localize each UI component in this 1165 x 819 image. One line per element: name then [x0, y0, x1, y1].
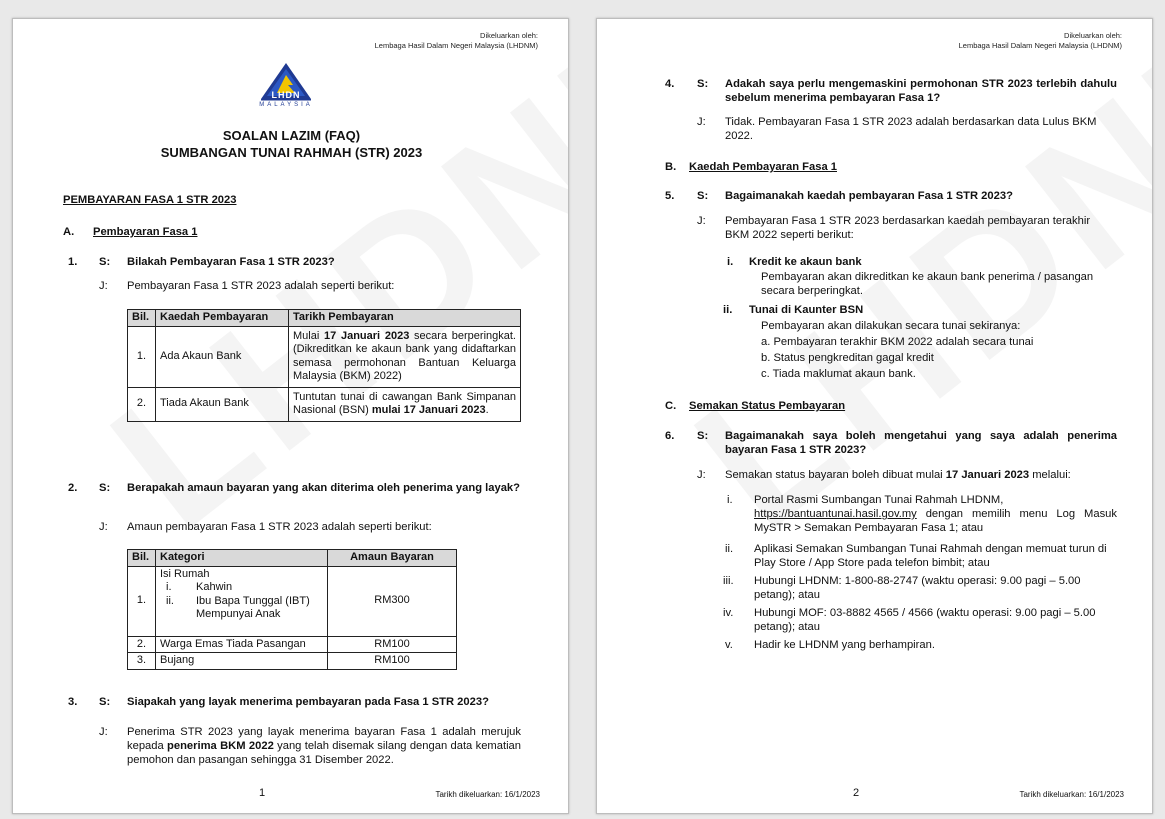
q4-number: 4. [665, 78, 675, 90]
check-item-text: Aplikasi Semakan Sumbangan Tunai Rahmah dengan memuat turun di Play Store / App Store pada telefon bimbit; atau [754, 543, 1107, 569]
doc-subtitle: SUMBANGAN TUNAI RAHMAH (STR) 2023 [160, 145, 423, 160]
sub-item [160, 581, 323, 595]
check-item-number: iii. [723, 575, 734, 587]
sub-item-number: ii. [166, 594, 174, 607]
method-i-text: Pembayaran akan dikreditkan ke akaun bank penerima / pasangan secara berperingkat. [761, 271, 1094, 297]
table-row [128, 326, 521, 387]
method-ii-title: Tunai di Kaunter BSN [749, 304, 864, 316]
logo-subtext: MALAYSIA [259, 102, 313, 108]
doc-title: SOALAN LAZIM (FAQ) [222, 128, 361, 143]
issue-date: Tarikh dikeluarkan: 16/1/2023 [1019, 790, 1124, 799]
sub-item [160, 595, 323, 609]
cell-amaun: RM100 [328, 653, 457, 670]
check-item-text [754, 493, 1117, 535]
q3-number: 3. [68, 696, 78, 708]
q6-answer [725, 468, 1071, 482]
check-item-text: Hubungi LHDNM: 1-800-88-2747 (waktu operasi: 9.00 pagi – 5.00 petang); atau [754, 575, 1081, 601]
q6-question: Bagaimanakah saya boleh mengetahui yang saya adalah penerima bayaran Fasa 1 STR 2023? [725, 430, 1117, 456]
q2-j-label: J: [99, 521, 108, 533]
issuer-block [959, 31, 1122, 51]
th-kaedah: Kaedah Pembayaran [156, 310, 289, 327]
th-amaun: Amaun Bayaran [328, 550, 457, 567]
sub-item-number: i. [166, 581, 172, 593]
check-item-text: Hadir ke LHDNM yang berhampiran. [754, 639, 935, 651]
item-text: dengan memilih menu Log Masuk MySTR > Semakan Pembayaran Fasa 1; atau [754, 508, 1117, 534]
cell-tarikh [289, 387, 521, 421]
issuer-line-2: Lembaga Hasil Dalam Negeri Malaysia (LHDNM) [958, 41, 1122, 50]
cell-kategori: Bujang [156, 653, 328, 670]
method-ii-a: a. Pembayaran terakhir BKM 2022 adalah secara tunai [761, 336, 1034, 348]
issuer-line-1: Dikeluarkan oleh: [1064, 31, 1122, 40]
table-row [128, 653, 457, 670]
issuer-line-1: Dikeluarkan oleh: [480, 31, 538, 40]
th-kategori: Kategori [156, 550, 328, 567]
page-number: 2 [853, 787, 860, 799]
answer-text: yang telah disemak silang dengan data kematian pemohon dan pasangan sehingga 31 Disember 2022. [127, 740, 521, 766]
cell-text: secara berperingkat. (Dikreditkan ke akaun bank yang didaftarkan semasa permohonan Bantuan Keluarga Malaysia (BKM) 2022) [293, 329, 516, 382]
answer-text-bold: 17 Januari 2023 [945, 469, 1030, 481]
q1-answer: Pembayaran Fasa 1 STR 2023 adalah seperti berikut: [127, 280, 395, 292]
cell-bil: 1. [128, 566, 156, 636]
item-text: Portal Rasmi Sumbangan Tunai Rahmah LHDNM, [754, 494, 1004, 506]
q6-s-label: S: [697, 430, 709, 442]
cell-kaedah: Tiada Akaun Bank [156, 387, 289, 421]
q1-number: 1. [68, 256, 78, 268]
cell-bil: 1. [128, 326, 156, 387]
logo-text: LHDN [271, 90, 301, 100]
answer-text-bold: penerima BKM 2022 [167, 740, 274, 752]
q5-number: 5. [665, 190, 675, 202]
check-item-number: ii. [725, 543, 734, 555]
answer-text: melalui: [1029, 469, 1071, 481]
table-header-row [128, 310, 521, 327]
cell-text: Tuntutan tunai di cawangan Bank Simpanan Nasional (BSN) [293, 390, 516, 416]
q5-answer: Pembayaran Fasa 1 STR 2023 berdasarkan kaedah pembayaran terakhir BKM 2022 seperti berikut: [725, 215, 1091, 241]
cell-kategori: Warga Emas Tiada Pasangan [156, 636, 328, 653]
document-page-1 [12, 18, 569, 814]
section-c-title: Semakan Status Pembayaran [689, 400, 846, 412]
table-header-row [128, 550, 457, 567]
q1-s-label: S: [99, 256, 111, 268]
cell-bil: 2. [128, 636, 156, 653]
q6-number: 6. [665, 430, 675, 442]
answer-text: Semakan status bayaran boleh dibuat mulai [725, 469, 946, 481]
q4-s-label: S: [697, 78, 709, 90]
cell-kategori [156, 566, 328, 636]
q2-number: 2. [68, 482, 78, 494]
cell-tarikh [289, 326, 521, 387]
section-c-letter: C. [665, 400, 677, 412]
q2-answer: Amaun pembayaran Fasa 1 STR 2023 adalah seperti berikut: [127, 521, 432, 533]
cell-bil: 2. [128, 387, 156, 421]
check-item-number: iv. [723, 607, 734, 619]
th-bil: Bil. [128, 550, 156, 567]
q4-answer: Tidak. Pembayaran Fasa 1 STR 2023 adalah berdasarkan data Lulus BKM 2022. [725, 116, 1097, 142]
table-amounts [127, 549, 457, 670]
q1-question: Bilakah Pembayaran Fasa 1 STR 2023? [127, 256, 335, 268]
table-row [128, 566, 457, 636]
cell-text: Mulai [293, 329, 325, 342]
method-ii-c: c. Tiada maklumat akaun bank. [761, 368, 916, 380]
q2-s-label: S: [99, 482, 111, 494]
sub-item-text: Mempunyai Anak [196, 608, 281, 620]
section-a-title: Pembayaran Fasa 1 [93, 226, 198, 238]
section-b-letter: B. [665, 161, 677, 173]
q4-question: Adakah saya perlu mengemaskini permohonan STR 2023 terlebih dahulu sebelum menerima pembayaran Fasa 1? [725, 78, 1117, 104]
th-tarikh: Tarikh Pembayaran [289, 310, 521, 327]
category-label: Isi Rumah [160, 567, 210, 580]
sub-item-text: Ibu Bapa Tunggal (IBT) [196, 594, 310, 607]
cell-bil: 3. [128, 653, 156, 670]
lhdn-logo [253, 61, 319, 113]
cell-text-bold: 17 Januari 2023 [324, 329, 410, 342]
method-i-number: i. [727, 256, 734, 268]
issuer-line-2: Lembaga Hasil Dalam Negeri Malaysia (LHDNM) [374, 41, 538, 50]
q5-s-label: S: [697, 190, 709, 202]
q6-j-label: J: [697, 469, 706, 481]
cell-amaun: RM300 [328, 566, 457, 636]
section-b-title: Kaedah Pembayaran Fasa 1 [689, 161, 837, 173]
method-ii-number: ii. [723, 304, 733, 316]
q2-question: Berapakah amaun bayaran yang akan diterima oleh penerima yang layak? [127, 482, 520, 494]
q3-answer [127, 725, 521, 767]
q3-s-label: S: [99, 696, 111, 708]
cell-text: . [485, 404, 489, 416]
portal-link[interactable]: https://bantuantunai.hasil.gov.my [754, 508, 917, 520]
table-payment-schedule [127, 309, 521, 422]
check-item-number: v. [725, 639, 733, 651]
sub-item-text: Kahwin [196, 581, 233, 593]
method-i-title: Kredit ke akaun bank [749, 256, 862, 268]
table-row [128, 387, 521, 421]
cell-text-bold: mulai 17 Januari 2023 [371, 404, 486, 416]
method-ii-text: Pembayaran akan dilakukan secara tunai sekiranya: [761, 320, 1021, 332]
document-page-2 [596, 18, 1153, 814]
answer-text: Penerima STR 2023 yang layak menerima bayaran Fasa 1 adalah merujuk kepada [127, 726, 521, 752]
page-number: 1 [259, 787, 266, 799]
q3-j-label: J: [99, 726, 108, 738]
q5-j-label: J: [697, 215, 706, 227]
issue-date: Tarikh dikeluarkan: 16/1/2023 [435, 790, 540, 799]
method-ii-b: b. Status pengkreditan gagal kredit [761, 352, 934, 364]
cell-amaun: RM100 [328, 636, 457, 653]
q3-question: Siapakah yang layak menerima pembayaran pada Fasa 1 STR 2023? [127, 696, 489, 708]
section-heading: PEMBAYARAN FASA 1 STR 2023 [63, 194, 237, 206]
th-bil: Bil. [128, 310, 156, 327]
cell-kaedah: Ada Akaun Bank [156, 326, 289, 387]
check-item-text: Hubungi MOF: 03-8882 4565 / 4566 (waktu operasi: 9.00 pagi – 5.00 petang); atau [754, 607, 1096, 633]
section-a-letter: A. [63, 226, 75, 238]
q4-j-label: J: [697, 116, 706, 128]
q5-question: Bagaimanakah kaedah pembayaran Fasa 1 STR 2023? [725, 190, 1013, 202]
check-item-number: i. [727, 494, 733, 506]
q1-j-label: J: [99, 280, 108, 292]
issuer-block [375, 31, 538, 51]
table-row [128, 636, 457, 653]
